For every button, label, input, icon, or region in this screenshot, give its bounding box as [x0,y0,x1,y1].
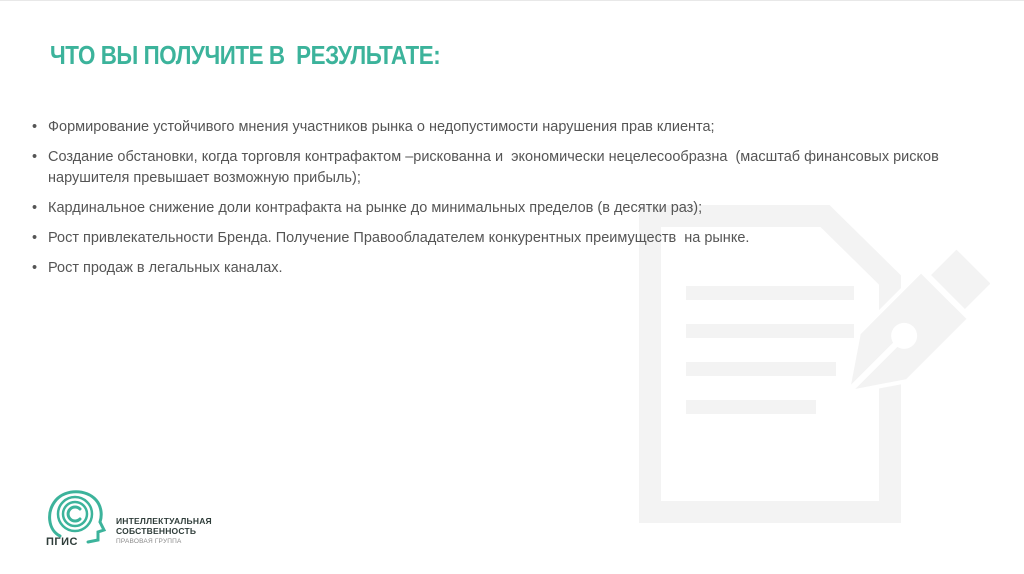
logo-name-line1: ИНТЕЛЛЕКТУАЛЬНАЯ [116,516,212,526]
bullet-item: • Формирование устойчивого мнения участников рынка о недопустимости нарушения прав клиента; [32,117,992,138]
bullet-item: • Рост продаж в легальных каналах. [32,258,992,279]
bullet-list [32,117,992,288]
logo-name-line2: СОБСТВЕННОСТЬ [116,526,197,536]
slide-title: ЧТО ВЫ ПОЛУЧИТЕ В РЕЗУЛЬТАТЕ: [50,40,441,70]
logo-abbreviation: ПГИС [46,536,78,548]
bullet-item: • Кардинальное снижение доли контрафакта на рынке до минимальных пределов (в десятки раз); [32,198,992,219]
bullet-item: • Создание обстановки, когда торговля контрафактом –рискованна и экономически нецелесообразна (масштаб финансовых рисков нарушителя превышает возможную прибыль); [32,147,992,189]
logo-subtitle: ПРАВОВАЯ ГРУППА [116,538,182,545]
top-divider [0,0,1024,1]
company-logo [42,486,222,556]
bullet-item: • Рост привлекательности Бренда. Получение Правообладателем конкурентных преимуществ на рынке. [32,228,992,249]
logo-name [116,516,212,536]
